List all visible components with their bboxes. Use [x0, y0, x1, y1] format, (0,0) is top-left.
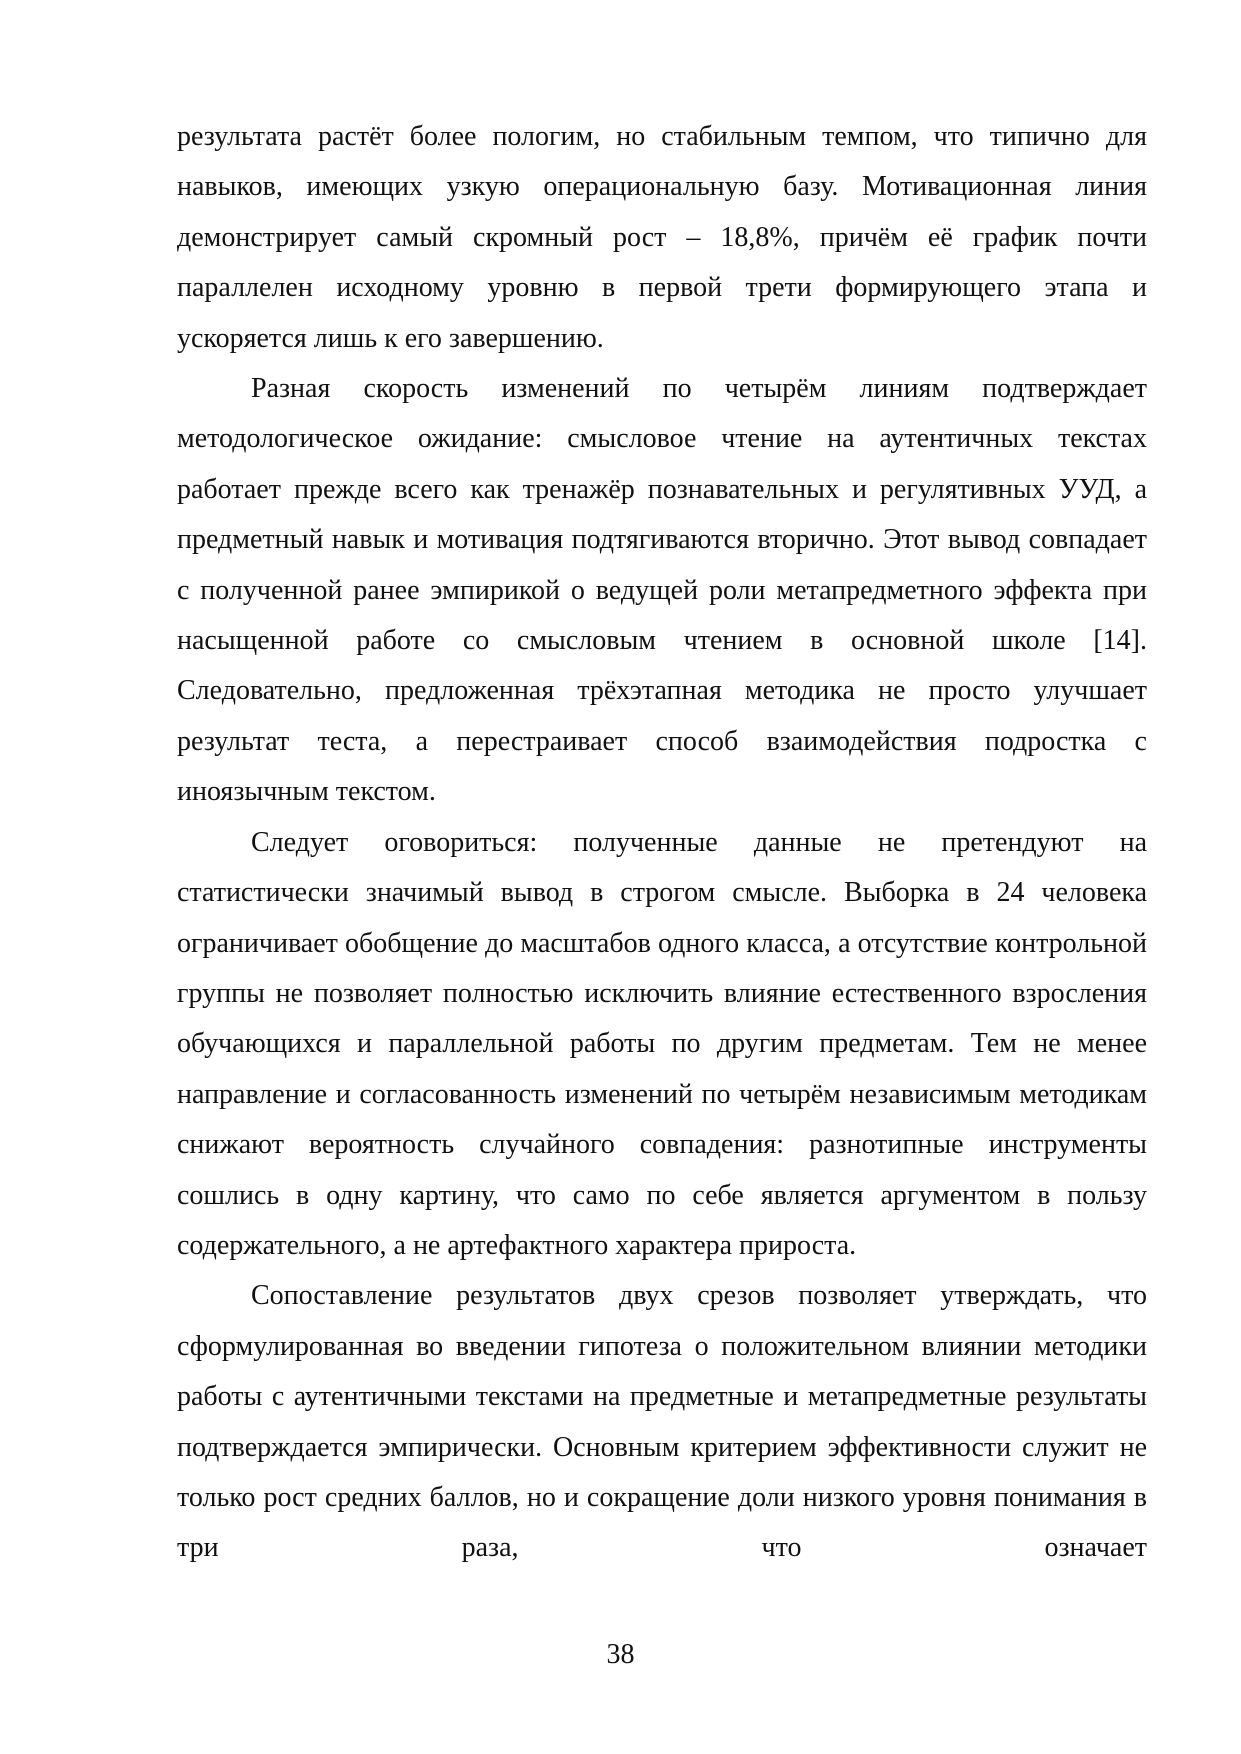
paragraph: Следует оговориться: полученные данные не претендуют на статистически значимый вывод в строгом смысле. Выборка в 24 человека ограничивает обобщение до масштабов одного класса, а отсутствие контрольной группы не позволяет полностью исключить влияние естественного взросления обучающихся и параллельной работы по другим предметам. Тем не менее направление и согласованность изменений по четырём независимым методикам снижают вероятность случайного совпадения: разнотипные инструменты сошлись в одну картину, что само по себе является аргументом в пользу содержательного, а не артефактного характера прироста.	[177, 826, 1147, 1261]
paragraph: Разная скорость изменений по четырём линиям подтверждает методологическое ожидание: смысловое чтение на аутентичных текстах работает прежде всего как тренажёр познавательных и регулятивных УУД, а предметный навык и мотивация подтягиваются вторично. Этот вывод совпадает с полученной ранее эмпирикой о ведущей роли метапредметного эффекта при насыщенной работе со смысловым чтением в основной школе [14]. Следовательно, предложенная трёхэтапная методика не просто улучшает результат теста, а перестраивает способ взаимодействия подростка с иноязычным текстом.	[177, 373, 1147, 808]
paragraph: Сопоставление результатов двух срезов позволяет утверждать, что сформулированная во введении гипотеза о положительном влиянии методики работы с аутентичными текстами на предметные и метапредметные результаты подтверждается эмпирически. Основным критерием эффективности служит не только рост средних баллов, но и сокращение доли низкого уровня понимания в три раза, что означает	[177, 1280, 1147, 1564]
page-number: 38	[606, 1639, 635, 1670]
body-text	[177, 112, 1147, 1574]
paragraph-continuation: результата растёт более пологим, но стабильным темпом, что типично для навыков, имеющих узкую операциональную базу. Мотивационная линия демонстрирует самый скромный рост – 18,8%, причём её график почти параллелен исходному уровню в первой трети формирующего этапа и ускоряется лишь к его завершению.	[177, 121, 1147, 354]
